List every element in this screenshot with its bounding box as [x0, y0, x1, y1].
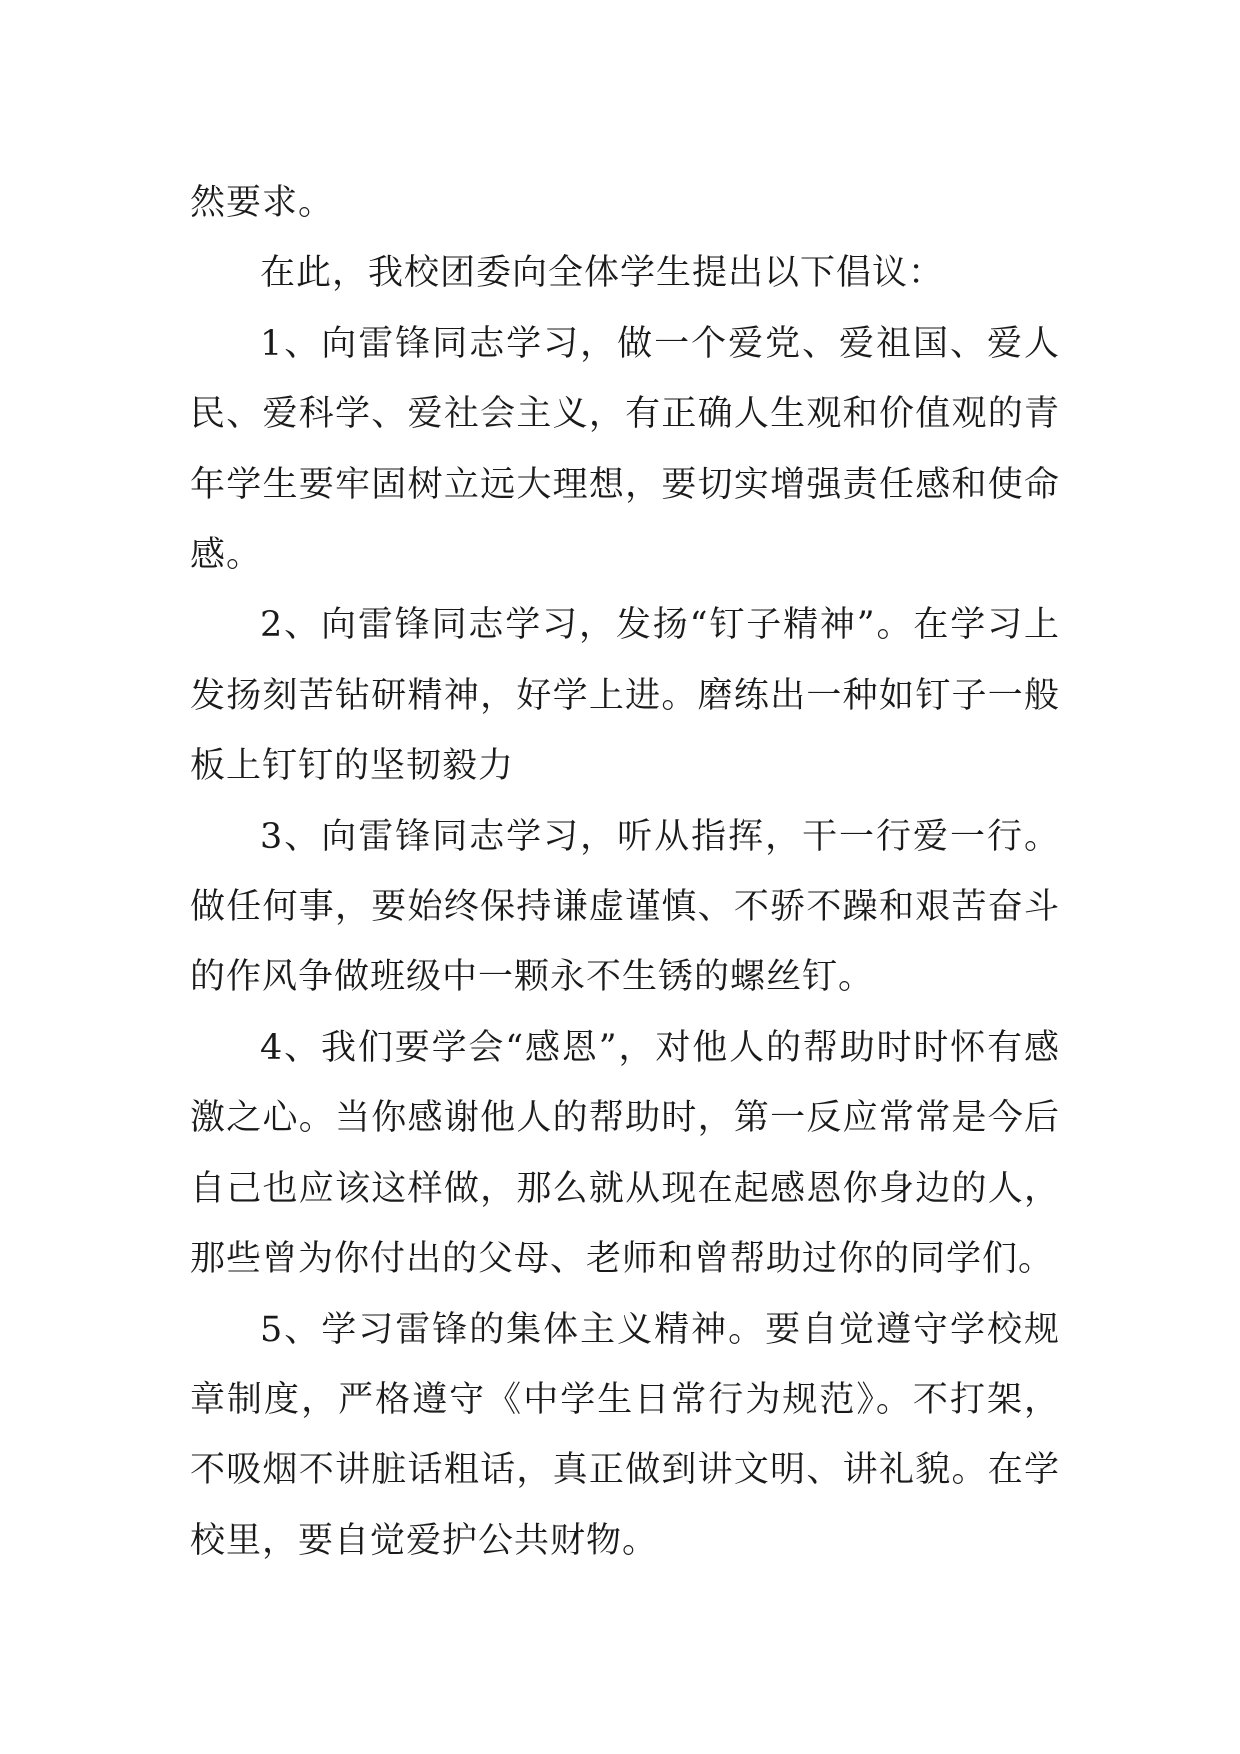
paragraph-item-3: 3、向雷锋同志学习，听从指挥，干一行爱一行。做任何事，要始终保持谦虚谨慎、不骄不躁和艰苦奋斗的作风争做班级中一颗永不生锈的螺丝钉。 [190, 816, 1060, 998]
paragraph-item-5: 5、学习雷锋的集体主义精神。要自觉遵守学校规章制度，严格遵守《中学生日常行为规范》。不打架，不吸烟不讲脏话粗话，真正做到讲文明、讲礼貌。在学校里，要自觉爱护公共财物。 [190, 1309, 1060, 1561]
paragraph-item-2: 2、向雷锋同志学习，发扬“钉子精神”。在学习上发扬刻苦钻研精神，好学上进。磨练出一种如钉子一般板上钉钉的坚韧毅力 [190, 605, 1060, 787]
document-body [190, 168, 1060, 1576]
paragraph-intro: 在此，我校团委向全体学生提出以下倡议： [260, 253, 945, 294]
paragraph-item-4: 4、我们要学会“感恩”，对他人的帮助时时怀有感激之心。当你感谢他人的帮助时，第一反应常常是今后自己也应该这样做，那么就从现在起感恩你身边的人，那些曾为你付出的父母、老师和曾帮助过你的同学们。 [190, 1027, 1060, 1280]
paragraph-item-1: 1、向雷锋同志学习，做一个爱党、爱祖国、爱人民、爱科学、爱社会主义，有正确人生观和价值观的青年学生要牢固树立远大理想，要切实增强责任感和使命感。 [190, 323, 1060, 576]
paragraph-continuation: 然要求。 [190, 183, 335, 223]
